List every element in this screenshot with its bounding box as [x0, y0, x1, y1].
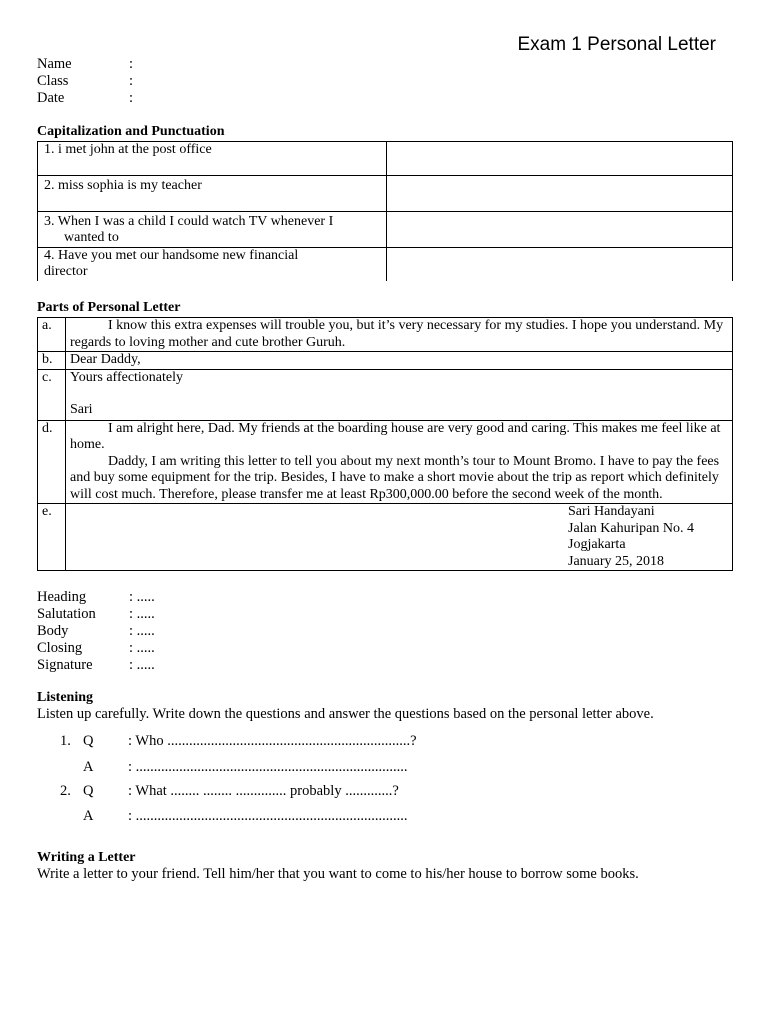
- date-row: [37, 90, 133, 107]
- part-d-text: [66, 420, 733, 504]
- answer-cell[interactable]: [386, 212, 732, 248]
- part-c-text: [66, 369, 733, 420]
- answer-cell[interactable]: [386, 248, 732, 282]
- part-label: Heading: [37, 589, 87, 605]
- part-blank: : .....: [129, 640, 155, 656]
- table-row: [38, 142, 733, 176]
- class-row: [37, 73, 133, 90]
- item-text: miss sophia is my teacher: [58, 178, 202, 193]
- exam-title: Exam 1 Personal Letter: [517, 34, 716, 55]
- part-a-text: [66, 318, 733, 352]
- answer-text: : ...........................................................................: [128, 759, 408, 775]
- parts-heading: Parts of Personal Letter: [37, 300, 181, 315]
- table-row: [38, 318, 733, 352]
- part-label: Body: [37, 623, 69, 639]
- writing-instruction: Write a letter to your friend. Tell him/her that you want to come to his/her house to borrow some books.: [37, 866, 639, 882]
- answer-label: A: [83, 759, 94, 775]
- list-item: [37, 640, 155, 657]
- listening-number: 1.: [60, 733, 71, 749]
- part-c-closing: Yours affectionately: [70, 369, 184, 385]
- list-item: [37, 657, 155, 674]
- answer-cell[interactable]: [386, 176, 732, 212]
- name-colon: :: [129, 56, 134, 72]
- question-label: Q: [83, 733, 94, 749]
- part-blank: : .....: [129, 589, 155, 605]
- writing-heading: Writing a Letter: [37, 850, 136, 865]
- part-key: b.: [38, 352, 66, 370]
- question-label: Q: [83, 783, 94, 799]
- part-c-name: Sari: [70, 402, 93, 417]
- heading-line: Jalan Kahuripan No. 4: [568, 520, 694, 536]
- class-colon: :: [129, 73, 134, 89]
- part-label: Signature: [37, 657, 93, 673]
- date-label: Date: [37, 90, 65, 106]
- heading-line: Sari Handayani: [568, 504, 655, 519]
- table-row: [38, 176, 733, 212]
- listening-instruction: Listen up carefully. Write down the questions and answer the questions based on the personal letter above.: [37, 706, 654, 722]
- item-number: 4.: [44, 248, 55, 263]
- question-text: : What ........ ........ .............. probably .............?: [128, 783, 399, 799]
- list-item: [37, 606, 155, 623]
- table-row: [38, 352, 733, 370]
- item-text-continued: wanted to: [64, 230, 119, 245]
- name-label: Name: [37, 56, 72, 72]
- student-info: [37, 56, 133, 107]
- part-key: e.: [38, 504, 66, 571]
- answer-label: A: [83, 808, 94, 824]
- heading-line: Jogjakarta: [568, 537, 626, 552]
- item-number: 1.: [44, 142, 55, 157]
- part-label: Salutation: [37, 606, 96, 622]
- table-row: [38, 212, 733, 248]
- list-item: [37, 623, 155, 640]
- table-row: [38, 369, 733, 420]
- item-text: When I was a child I could watch TV whenever I: [57, 214, 334, 229]
- part-a-paragraph: I know this extra expenses will trouble you, but it’s very necessary for my studies. I hope you understand. My regards to loving mother and cute brother Guruh.: [70, 318, 724, 350]
- heading-line: January 25, 2018: [568, 553, 665, 569]
- question-cell: [38, 176, 387, 212]
- part-key: c.: [38, 369, 66, 420]
- part-blank: : .....: [129, 623, 155, 639]
- part-d-paragraph-2: Daddy, I am writing this letter to tell you about my next month’s tour to Mount Bromo. I have to pay the fees and buy some equipment for the trip. Besides, I have to make a short movie about the trip as report which definitely will cost much. Therefore, please transfer me at least Rp300,000.00 before the second week of the month.: [70, 453, 720, 502]
- list-item: [37, 589, 155, 606]
- part-key: d.: [38, 420, 66, 504]
- listening-number: 2.: [60, 783, 71, 799]
- table-row: [38, 420, 733, 504]
- item-number: 2.: [44, 178, 55, 193]
- item-text: i met john at the post office: [58, 142, 212, 157]
- class-label: Class: [37, 73, 69, 89]
- listening-heading: Listening: [37, 690, 94, 705]
- parts-table: [37, 317, 733, 571]
- part-blank: : .....: [129, 606, 155, 622]
- question-text: : Who ...................................................................?: [128, 733, 417, 749]
- table-row: [38, 248, 733, 282]
- answer-text: : ...........................................................................: [128, 808, 408, 824]
- parts-answer-list: [37, 589, 155, 674]
- answer-cell[interactable]: [386, 142, 732, 176]
- question-cell: [38, 142, 387, 176]
- part-e-text: [66, 504, 733, 571]
- part-label: Closing: [37, 640, 83, 656]
- date-colon: :: [129, 90, 134, 106]
- part-key: a.: [38, 318, 66, 352]
- item-text-continued: director: [44, 264, 88, 279]
- part-b-text: Dear Daddy,: [66, 352, 733, 370]
- part-blank: : .....: [129, 657, 155, 673]
- capitalization-heading: Capitalization and Punctuation: [37, 124, 225, 139]
- part-d-paragraph-1: I am alright here, Dad. My friends at the boarding house are very good and caring. This makes me feel like at home.: [70, 420, 721, 452]
- question-cell: [38, 212, 387, 248]
- question-cell: [38, 248, 387, 282]
- item-text: Have you met our handsome new financial: [58, 248, 299, 263]
- capitalization-table: [37, 141, 733, 281]
- item-number: 3.: [44, 214, 55, 229]
- table-row: [38, 504, 733, 571]
- name-row: [37, 56, 133, 73]
